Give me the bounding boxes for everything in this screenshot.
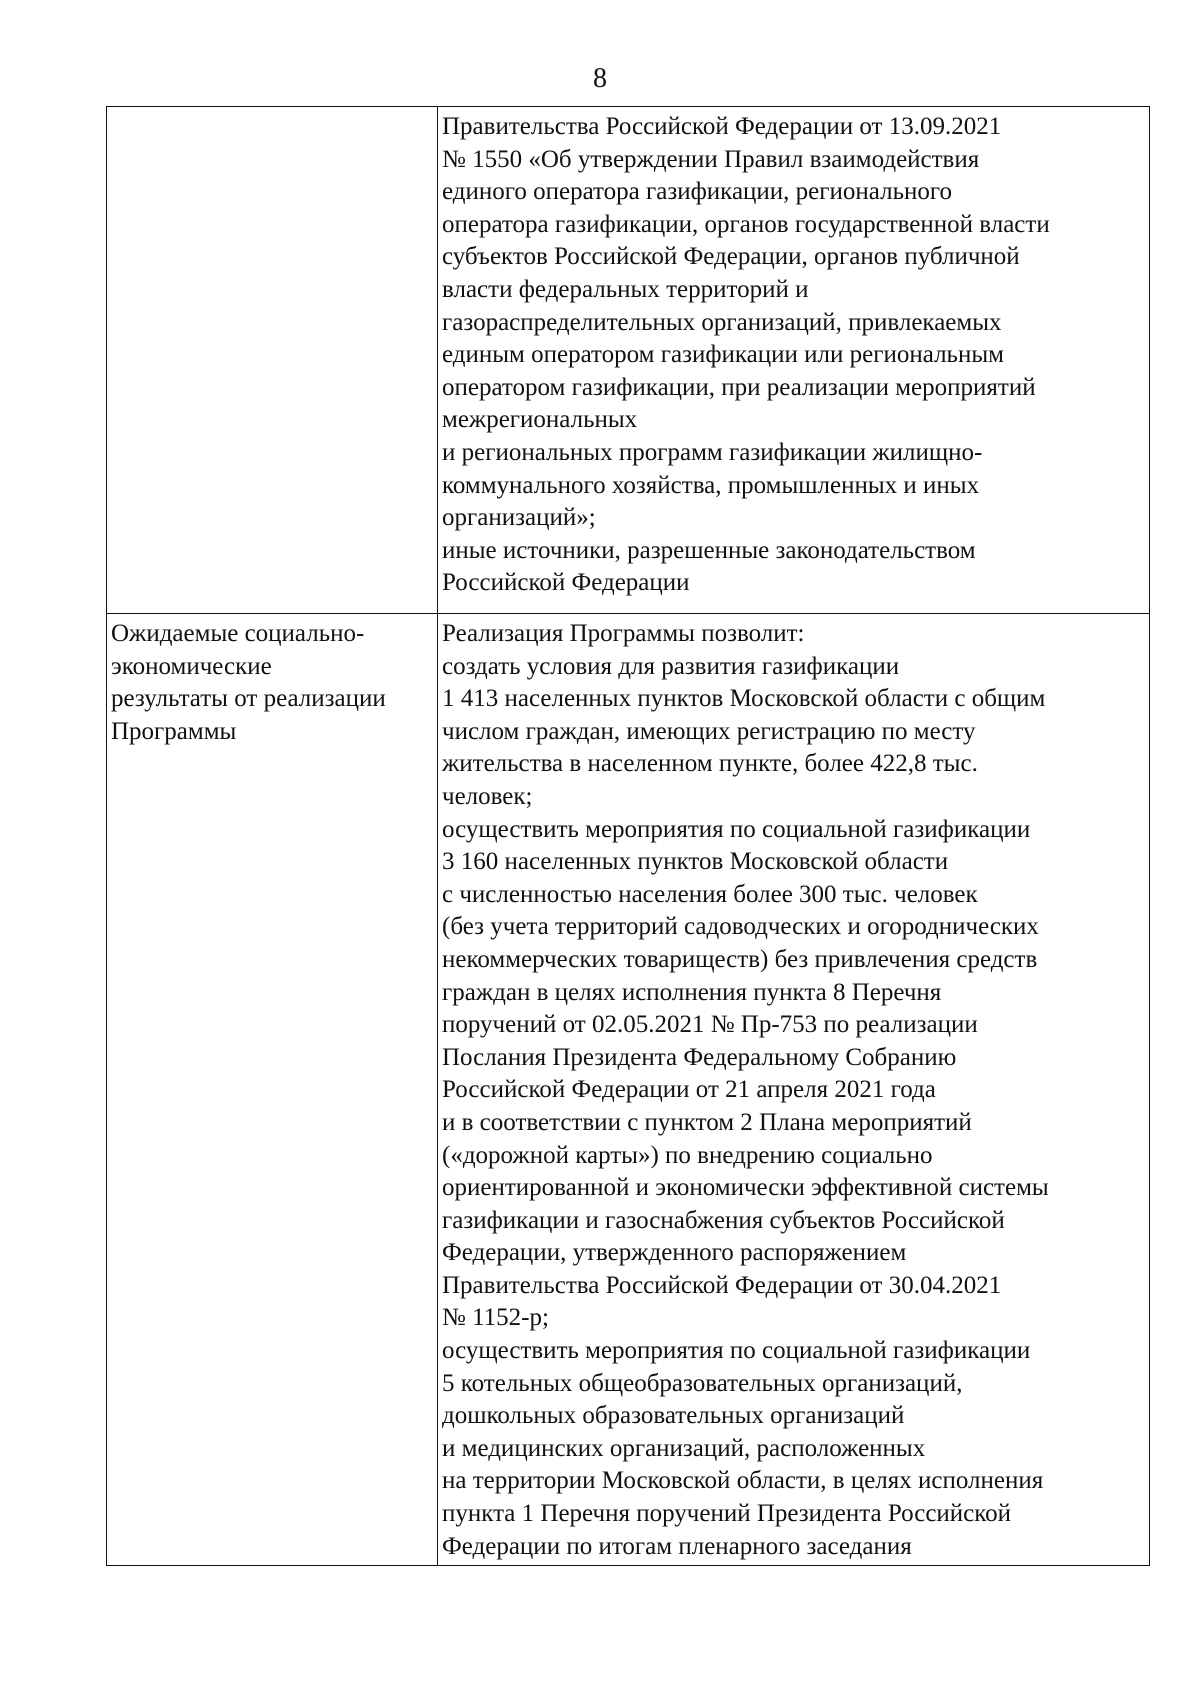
text-line: коммунального хозяйства, промышленных и иных: [442, 471, 980, 499]
text-line: Российской Федерации: [442, 569, 690, 597]
text-line: Федерации, утвержденного распоряжением: [442, 1239, 907, 1267]
text-line: жительства в населенном пункте, более 422,8 тыс.: [442, 750, 978, 778]
row-content-cell: [438, 107, 1150, 614]
text-line: Ожидаемые социально-: [111, 620, 365, 647]
text-line: оператора газификации, органов государственной власти: [442, 210, 1050, 238]
text-line: № 1152-р;: [442, 1304, 549, 1332]
text-line: граждан в целях исполнения пункта 8 Перечня: [442, 978, 942, 1006]
text-line: 5 котельных общеобразовательных организаций,: [442, 1369, 963, 1397]
text-line: осуществить мероприятия по социальной газификации: [442, 1337, 1031, 1365]
text-line: иные источники, разрешенные законодательством: [442, 536, 976, 564]
text-line: 1 413 населенных пунктов Московской области с общим: [442, 685, 1046, 713]
text-line: экономические: [111, 652, 272, 680]
text-line: 3 160 населенных пунктов Московской области: [442, 848, 949, 876]
text-line: числом граждан, имеющих регистрацию по месту: [442, 717, 976, 745]
text-line: дошкольных образовательных организаций: [442, 1402, 905, 1430]
text-line: Реализация Программы позволит:: [442, 620, 805, 647]
text-line: газораспределительных организаций, привлекаемых: [442, 308, 1002, 336]
text-line: ориентированной и экономически эффективной системы: [442, 1174, 1049, 1202]
text-line: поручений от 02.05.2021 № Пр-753 по реализации: [442, 1011, 978, 1039]
text-line: пункта 1 Перечня поручений Президента Российской: [442, 1500, 1012, 1528]
text-line: (без учета территорий садоводческих и огороднических: [442, 913, 1039, 941]
text-line: субъектов Российской Федерации, органов публичной: [442, 243, 1020, 271]
text-line: оператором газификации, при реализации мероприятий: [442, 373, 1036, 401]
text-line: межрегиональных: [442, 406, 638, 434]
text-line: и в соответствии с пунктом 2 Плана мероприятий: [442, 1108, 972, 1136]
text-line: Федерации по итогам пленарного заседания: [442, 1532, 912, 1560]
row-content-cell: [438, 614, 1150, 1566]
text-line: и медицинских организаций, расположенных: [442, 1434, 926, 1462]
text-line: осуществить мероприятия по социальной газификации: [442, 815, 1031, 843]
table-row: [107, 614, 1150, 1566]
text-line: на территории Московской области, в целях исполнения: [442, 1467, 1044, 1495]
text-line: («дорожной карты») по внедрению социально: [442, 1141, 933, 1169]
text-line: единого оператора газификации, регионального: [442, 178, 952, 206]
text-line: Правительства Российской Федерации от 30.04.2021: [442, 1271, 1002, 1299]
table-row: [107, 107, 1150, 614]
text-line: и региональных программ газификации жилищно-: [442, 438, 983, 466]
text-line: некоммерческих товариществ) без привлечения средств: [442, 945, 1038, 973]
text-line: № 1550 «Об утверждении Правил взаимодействия: [442, 145, 980, 173]
text-line: Российской Федерации от 21 апреля 2021 года: [442, 1076, 936, 1104]
text-line: Послания Президента Федеральному Собранию: [442, 1043, 957, 1071]
text-line: результаты от реализации: [111, 685, 386, 713]
text-line: человек;: [442, 782, 533, 810]
text-line: Программы: [111, 717, 237, 745]
text-line: единым оператором газификации или региональным: [442, 341, 1004, 369]
program-passport-table: [106, 106, 1150, 1566]
text-line: власти федеральных территорий и: [442, 275, 809, 303]
text-line: Правительства Российской Федерации от 13.09.2021: [442, 113, 1002, 140]
text-line: газификации и газоснабжения субъектов Российской: [442, 1206, 1005, 1234]
row-label-cell: [107, 614, 438, 1566]
text-line: создать условия для развития газификации: [442, 652, 900, 680]
text-line: организаций»;: [442, 504, 596, 532]
text-line: с численностью населения более 300 тыс. человек: [442, 880, 978, 908]
page-number: 8: [593, 63, 607, 94]
row-label-cell: [107, 107, 438, 614]
